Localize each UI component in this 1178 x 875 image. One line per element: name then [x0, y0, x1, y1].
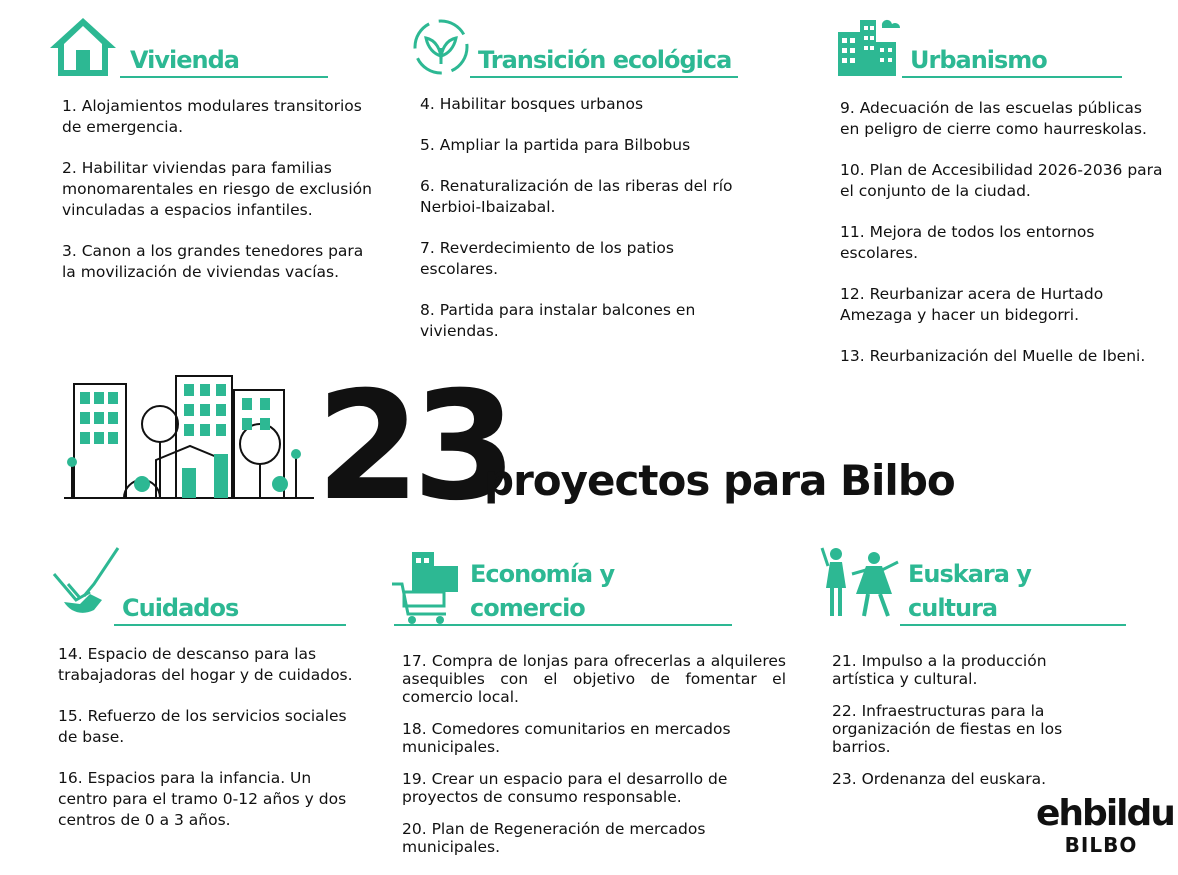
- section-title: Transición ecológica: [478, 46, 732, 74]
- list-item: 23. Ordenanza del euskara.: [832, 770, 1047, 788]
- items-transicion: [420, 94, 750, 362]
- list-item: 13. Reurbanización del Muelle de Ibeni.: [840, 347, 1146, 365]
- section-title-line1: Euskara y: [908, 560, 1031, 588]
- section-title: Vivienda: [130, 46, 239, 74]
- list-item: 17. Compra de lonjas para ofrecerlas a alquileres asequibles con el objetivo de fomentar el comercio local.: [402, 652, 786, 706]
- recycle-leaf-icon: [408, 14, 474, 80]
- section-title: Cuidados: [122, 594, 239, 622]
- list-item: 2. Habilitar viviendas para familias monomarentales en riesgo de exclusión vinculadas a espacios infantiles.: [62, 159, 372, 219]
- list-item: 12. Reurbanizar acera de Hurtado Amezaga y hacer un bidegorri.: [840, 285, 1104, 324]
- list-item: 14. Espacio de descanso para las trabajadoras del hogar y de cuidados.: [58, 645, 353, 684]
- section-divider: [394, 624, 732, 626]
- ehbildu-logo: [1036, 793, 1174, 857]
- list-item: 7. Reverdecimiento de los patios escolares.: [420, 239, 674, 278]
- logo-city: BILBO: [1064, 833, 1138, 857]
- items-economia: [402, 652, 786, 870]
- list-item: 20. Plan de Regeneración de mercados municipales.: [402, 820, 706, 856]
- list-item: 18. Comedores comunitarios en mercados municipales.: [402, 720, 731, 756]
- list-item: 19. Crear un espacio para el desarrollo de proyectos de consumo responsable.: [402, 770, 728, 806]
- section-divider: [900, 624, 1126, 626]
- list-item: 15. Refuerzo de los servicios sociales de base.: [58, 707, 347, 746]
- headline-number: 23: [316, 360, 509, 534]
- list-item: 11. Mejora de todos los entornos escolares.: [840, 223, 1095, 262]
- logo-name: ehbildu: [1036, 793, 1174, 834]
- list-item: 6. Renaturalización de las riberas del río Nerbioi-Ibaizabal.: [420, 177, 733, 216]
- shopping-cart-icon: [390, 548, 466, 626]
- hands-icon: [50, 544, 122, 626]
- list-item: 21. Impulso a la producción artística y cultural.: [832, 652, 1047, 688]
- list-item: 9. Adecuación de las escuelas públicas en peligro de cierre como haurreskolas.: [840, 99, 1147, 138]
- list-item: 22. Infraestructuras para la organización de fiestas en los barrios.: [832, 702, 1063, 756]
- section-divider: [902, 76, 1122, 78]
- list-item: 5. Ampliar la partida para Bilbobus: [420, 136, 691, 154]
- section-divider: [114, 624, 346, 626]
- items-euskara: [832, 652, 1102, 802]
- items-cuidados: [58, 644, 358, 851]
- list-item: 4. Habilitar bosques urbanos: [420, 95, 644, 113]
- city-illustration: [64, 372, 314, 502]
- buildings-icon: [836, 12, 906, 78]
- section-title-line1: Economía y: [470, 560, 615, 588]
- items-urbanismo: [840, 98, 1164, 387]
- list-item: 16. Espacios para la infancia. Un centro para el tramo 0-12 años y dos centros de 0 a 3 años.: [58, 769, 347, 829]
- list-item: 10. Plan de Accesibilidad 2026-2036 para el conjunto de la ciudad.: [840, 161, 1163, 200]
- section-title-line2: comercio: [470, 594, 585, 622]
- house-icon: [48, 14, 118, 78]
- items-vivienda: [62, 96, 372, 303]
- section-title: Urbanismo: [910, 46, 1047, 74]
- dancers-icon: [818, 544, 902, 620]
- section-divider: [470, 76, 738, 78]
- headline-text: proyectos para Bilbo: [484, 456, 955, 505]
- list-item: 8. Partida para instalar balcones en viviendas.: [420, 301, 696, 340]
- list-item: 1. Alojamientos modulares transitorios de emergencia.: [62, 97, 362, 136]
- list-item: 3. Canon a los grandes tenedores para la movilización de viviendas vacías.: [62, 242, 364, 281]
- section-divider: [120, 76, 328, 78]
- section-title-line2: cultura: [908, 594, 998, 622]
